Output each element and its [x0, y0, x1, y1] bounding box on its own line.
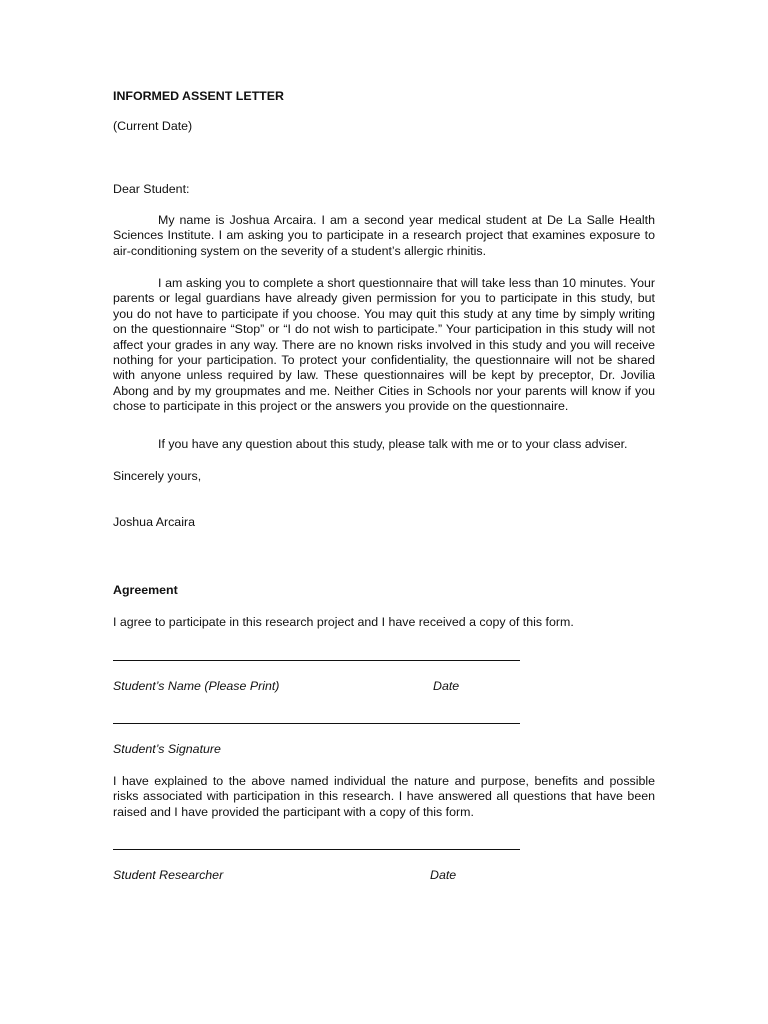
- paragraph-questions-text: If you have any question about this study, please talk with me or to your class adviser.: [158, 437, 628, 451]
- student-name-signature-line: [113, 660, 520, 661]
- student-researcher-label: Student Researcher: [113, 868, 224, 882]
- current-date-placeholder: (Current Date): [113, 119, 193, 133]
- paragraph-introduction-text: My name is Joshua Arcaira. I am a second year medical student at De La Salle Health Sciences Institute. I am asking you to participate in a research project that examines exposure to air-conditioning system on the severity of a student’s allergic rhinitis.: [113, 213, 655, 258]
- salutation: Dear Student:: [113, 182, 190, 196]
- researcher-date-label: Date: [430, 868, 457, 882]
- signer-name: Joshua Arcaira: [113, 515, 195, 529]
- paragraph-procedure: [113, 276, 655, 415]
- student-signature-line: [113, 723, 520, 724]
- letter-title: INFORMED ASSENT LETTER: [113, 89, 284, 103]
- student-signature-label: Student’s Signature: [113, 742, 221, 756]
- researcher-signature-line: [113, 849, 520, 850]
- student-name-label: Student’s Name (Please Print): [113, 679, 280, 693]
- paragraph-introduction: [113, 213, 655, 259]
- student-date-label: Date: [433, 679, 460, 693]
- closing: Sincerely yours,: [113, 469, 202, 483]
- researcher-statement: I have explained to the above named individual the nature and purpose, benefits and possible risks associated with participation in this research. I have answered all questions that have been raised and I have provided the participant with a copy of this form.: [113, 774, 655, 819]
- paragraph-procedure-text: I am asking you to complete a short questionnaire that will take less than 10 minutes. Your parents or legal guardians have already given permission for you to participate in this study, but you do not have to participate if you choose. You may quit this study at any time by simply writing on the questionnaire “Stop” or “I do not wish to participate.” Your participation in this study will not affect your grades in any way. There are no known risks involved in this study and you will receive nothing for your participation. To protect your confidentiality, the questionnaire will not be shared with anyone unless required by law. These questionnaires will be kept by preceptor, Dr. Jovilia Abong and by my groupmates and me. Neither Cities in Schools nor your parents will know if you chose to participate in this project or the answers you provide on the questionnaire.: [113, 276, 655, 414]
- agreement-heading: Agreement: [113, 583, 178, 597]
- paragraph-questions: [113, 437, 655, 452]
- agreement-statement: I agree to participate in this research project and I have received a copy of this form.: [113, 615, 574, 629]
